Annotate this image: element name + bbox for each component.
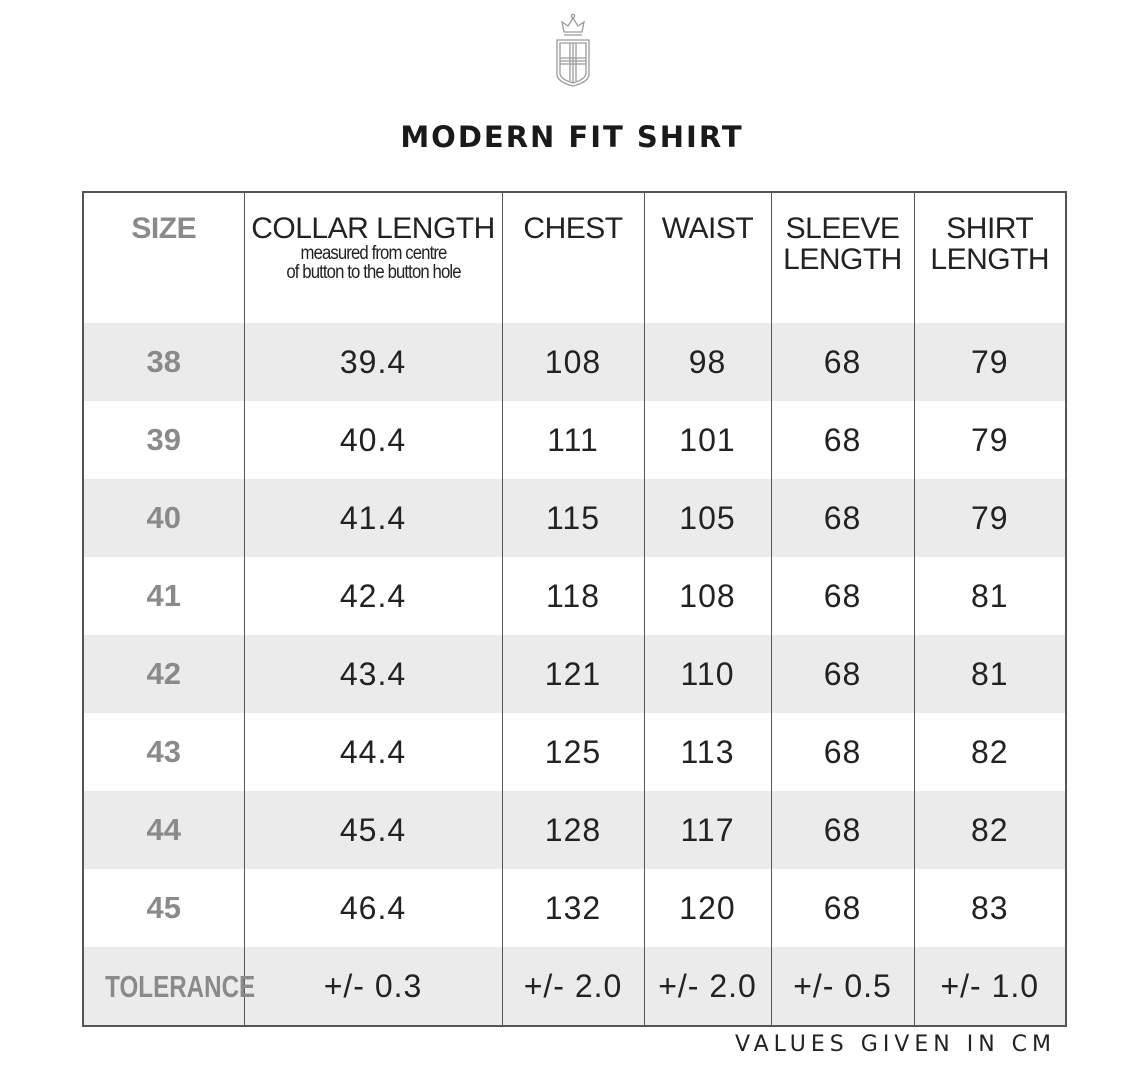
size-cell: 41 (83, 557, 244, 635)
header-sleeve-line1: SLEEVE (785, 212, 900, 245)
shirt-cell: 82 (914, 713, 1066, 791)
sleeve-tolerance: +/- 0.5 (771, 947, 914, 1026)
header-collar-note-line1: measured from centre (300, 243, 446, 264)
size-cell: 43 (83, 713, 244, 791)
table-header-row (83, 192, 1066, 323)
size-chart-table (82, 191, 1067, 1027)
header-shirt-length (914, 192, 1066, 323)
size-cell: 42 (83, 635, 244, 713)
table-row (83, 479, 1066, 557)
crown-shield-crest-icon (553, 12, 593, 88)
table-row (83, 401, 1066, 479)
table-row (83, 869, 1066, 947)
header-sleeve-line2: LENGTH (783, 243, 902, 276)
chest-cell: 132 (502, 869, 644, 947)
units-footnote: VALUES GIVEN IN CM (734, 1032, 1056, 1057)
chest-cell: 125 (502, 713, 644, 791)
collar-tolerance: +/- 0.3 (244, 947, 502, 1026)
chest-cell: 121 (502, 635, 644, 713)
header-chest: CHEST (502, 192, 644, 323)
header-waist: WAIST (644, 192, 771, 323)
shirt-cell: 79 (914, 401, 1066, 479)
header-sleeve-length (771, 192, 914, 323)
chest-tolerance: +/- 2.0 (502, 947, 644, 1026)
collar-cell: 44.4 (244, 713, 502, 791)
sleeve-cell: 68 (771, 635, 914, 713)
waist-cell: 117 (644, 791, 771, 869)
waist-cell: 110 (644, 635, 771, 713)
chest-cell: 118 (502, 557, 644, 635)
header-shirt-line1: SHIRT (946, 212, 1034, 245)
sleeve-cell: 68 (771, 479, 914, 557)
table-row (83, 635, 1066, 713)
size-cell: 38 (83, 323, 244, 401)
chest-cell: 128 (502, 791, 644, 869)
collar-cell: 43.4 (244, 635, 502, 713)
shirt-cell: 79 (914, 479, 1066, 557)
page-title: MODERN FIT SHIRT (400, 120, 744, 154)
tolerance-row (83, 947, 1066, 1026)
waist-cell: 108 (644, 557, 771, 635)
size-cell: 39 (83, 401, 244, 479)
waist-cell: 101 (644, 401, 771, 479)
size-cell: 44 (83, 791, 244, 869)
collar-cell: 41.4 (244, 479, 502, 557)
sleeve-cell: 68 (771, 713, 914, 791)
table-row (83, 557, 1066, 635)
tolerance-label: TOLERANCE (105, 968, 256, 1004)
waist-tolerance: +/- 2.0 (644, 947, 771, 1026)
collar-cell: 42.4 (244, 557, 502, 635)
header-collar-note-line2: of button to the button hole (285, 262, 461, 283)
shirt-tolerance: +/- 1.0 (914, 947, 1066, 1026)
header-collar-title: COLLAR LENGTH (251, 212, 495, 245)
collar-cell: 39.4 (244, 323, 502, 401)
tolerance-label-cell (83, 947, 256, 1026)
collar-cell: 40.4 (244, 401, 502, 479)
header-collar-length (244, 192, 502, 323)
header-shirt-line2: LENGTH (930, 243, 1050, 276)
sleeve-cell: 68 (771, 791, 914, 869)
shirt-cell: 81 (914, 557, 1066, 635)
collar-cell: 46.4 (244, 869, 502, 947)
waist-cell: 120 (644, 869, 771, 947)
size-cell: 45 (83, 869, 244, 947)
sleeve-cell: 68 (771, 869, 914, 947)
sleeve-cell: 68 (771, 557, 914, 635)
collar-cell: 45.4 (244, 791, 502, 869)
chest-cell: 115 (502, 479, 644, 557)
chest-cell: 111 (502, 401, 644, 479)
sleeve-cell: 68 (771, 323, 914, 401)
table-row (83, 791, 1066, 869)
shirt-cell: 79 (914, 323, 1066, 401)
chest-cell: 108 (502, 323, 644, 401)
shirt-cell: 81 (914, 635, 1066, 713)
shirt-cell: 82 (914, 791, 1066, 869)
sleeve-cell: 68 (771, 401, 914, 479)
size-cell: 40 (83, 479, 244, 557)
table-row (83, 323, 1066, 401)
shirt-cell: 83 (914, 869, 1066, 947)
waist-cell: 113 (644, 713, 771, 791)
header-size: SIZE (83, 192, 244, 323)
waist-cell: 105 (644, 479, 771, 557)
table-row (83, 713, 1066, 791)
waist-cell: 98 (644, 323, 771, 401)
